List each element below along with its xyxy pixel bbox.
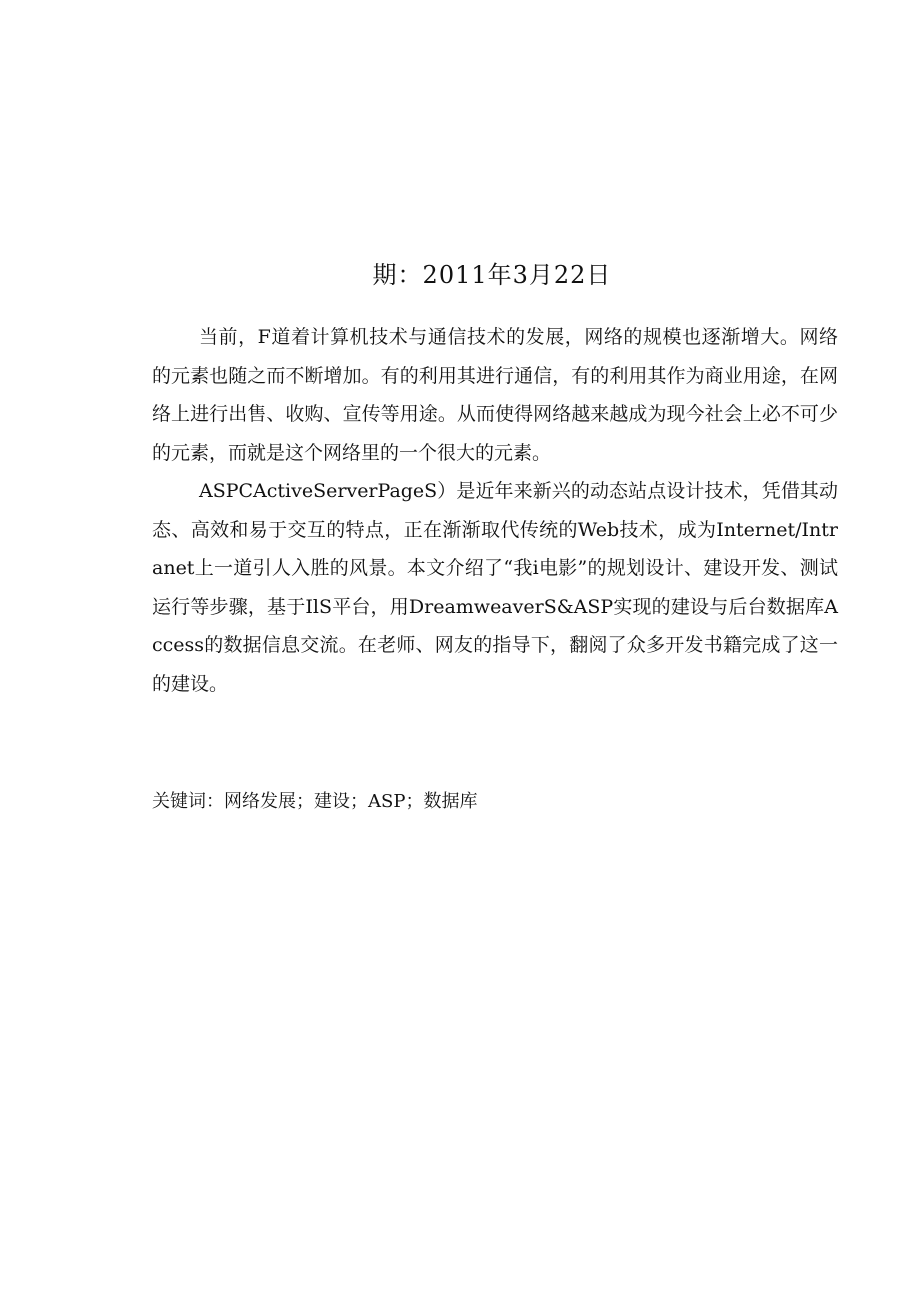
date-line: 期：2011年3月22日 <box>372 261 612 289</box>
abstract-paragraph-2: ASPCActiveServerPageS）是近年来新兴的动态站点设计技术，凭借其动态、高效和易于交互的特点，正在渐渐取代传统的Web技术，成为Internet/Intranet上一道引人入胜的风景。本文介绍了“我i电影”的规划设计、建设开发、测试运行等步骤，基于IlS平台，用DreamweaverS&ASP实现的建设与后台数据库Access的数据信息交流。在老师、网友的指导下，翻阅了众多开发书籍完成了这一的建设。 <box>152 480 838 695</box>
abstract-body <box>152 318 838 703</box>
keywords-line: 关键词：网络发展；建设；ASP；数据库 <box>152 791 478 812</box>
abstract-paragraph-1: 当前，F道着计算机技术与通信技术的发展，网络的规模也逐渐增大。网络的元素也随之而不断增加。有的利用其进行通信，有的利用其作为商业用途，在网络上进行出售、收购、宣传等用途。从而使得网络越来越成为现今社会上必不可少的元素，而就是这个网络里的一个很大的元素。 <box>152 326 838 464</box>
